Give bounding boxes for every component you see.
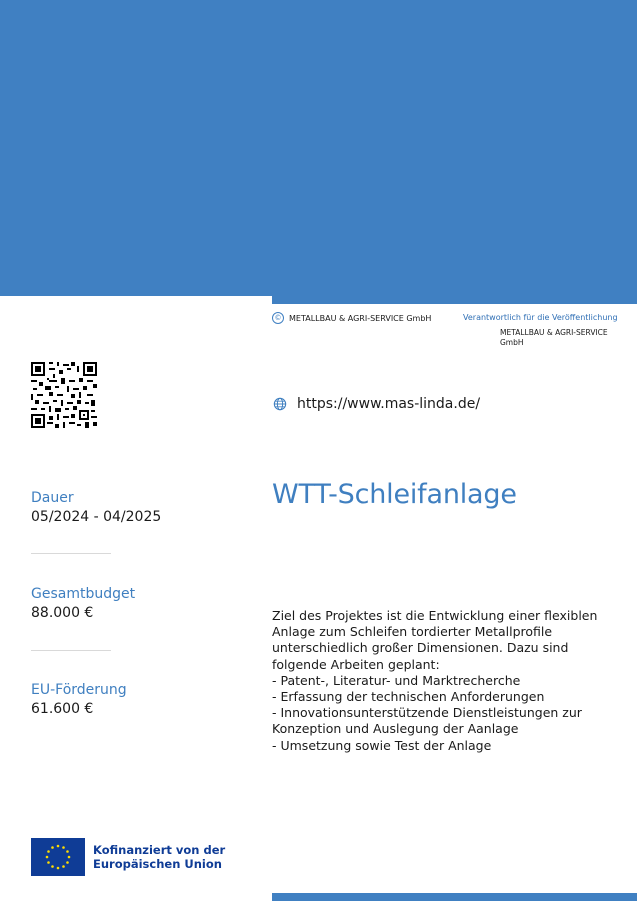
footer-bar	[272, 893, 637, 901]
project-description: Ziel des Projektes ist die Entwicklung einer flexiblen Anlage zum Schleifen tordierter Metallprofile unterschiedlich großer Dimensionen. Dazu sind folgende Arbeiten geplant: - Patent-, Literatur- und Marktrecherche - Erfassung der technischen Anforderungen - Innovationsunterstützende Dienstleistungen zur Konzeption und Auslegung der Aanlage - Umsetzung sowie Test der Anlage	[272, 608, 598, 753]
header-banner-extension	[272, 296, 637, 304]
budget-label: Gesamtbudget	[31, 586, 136, 602]
eu-flag-icon	[31, 838, 85, 876]
duration-value: 05/2024 - 04/2025	[31, 509, 162, 525]
funding-value: 61.600 €	[31, 701, 94, 717]
website-link[interactable]	[273, 396, 480, 412]
header-banner	[0, 0, 637, 296]
eu-funding-logo	[31, 838, 225, 876]
divider	[31, 650, 111, 651]
copyright-icon: ©	[272, 312, 284, 324]
budget-value: 88.000 €	[31, 605, 94, 621]
duration-label: Dauer	[31, 490, 74, 506]
responsible-label: Verantwortlich für die Veröffentlichung	[463, 313, 618, 322]
website-url[interactable]: https://www.mas-linda.de/	[297, 396, 481, 412]
responsible-company: METALLBAU & AGRI-SERVICE GmbH	[500, 328, 608, 347]
divider	[31, 553, 111, 554]
duration-block	[31, 490, 161, 525]
eu-text-line1: Kofinanziert von der	[93, 843, 226, 857]
globe-icon	[273, 397, 287, 411]
funding-block	[31, 682, 127, 717]
copyright-notice	[272, 312, 431, 324]
funding-label: EU-Förderung	[31, 682, 127, 698]
budget-block	[31, 586, 135, 621]
copyright-company: METALLBAU & AGRI-SERVICE GmbH	[289, 313, 432, 323]
qr-code	[31, 362, 97, 428]
project-title: WTT-Schleifanlage	[272, 479, 517, 510]
eu-funding-text	[93, 843, 225, 871]
eu-text-line2: Europäischen Union	[93, 857, 222, 871]
